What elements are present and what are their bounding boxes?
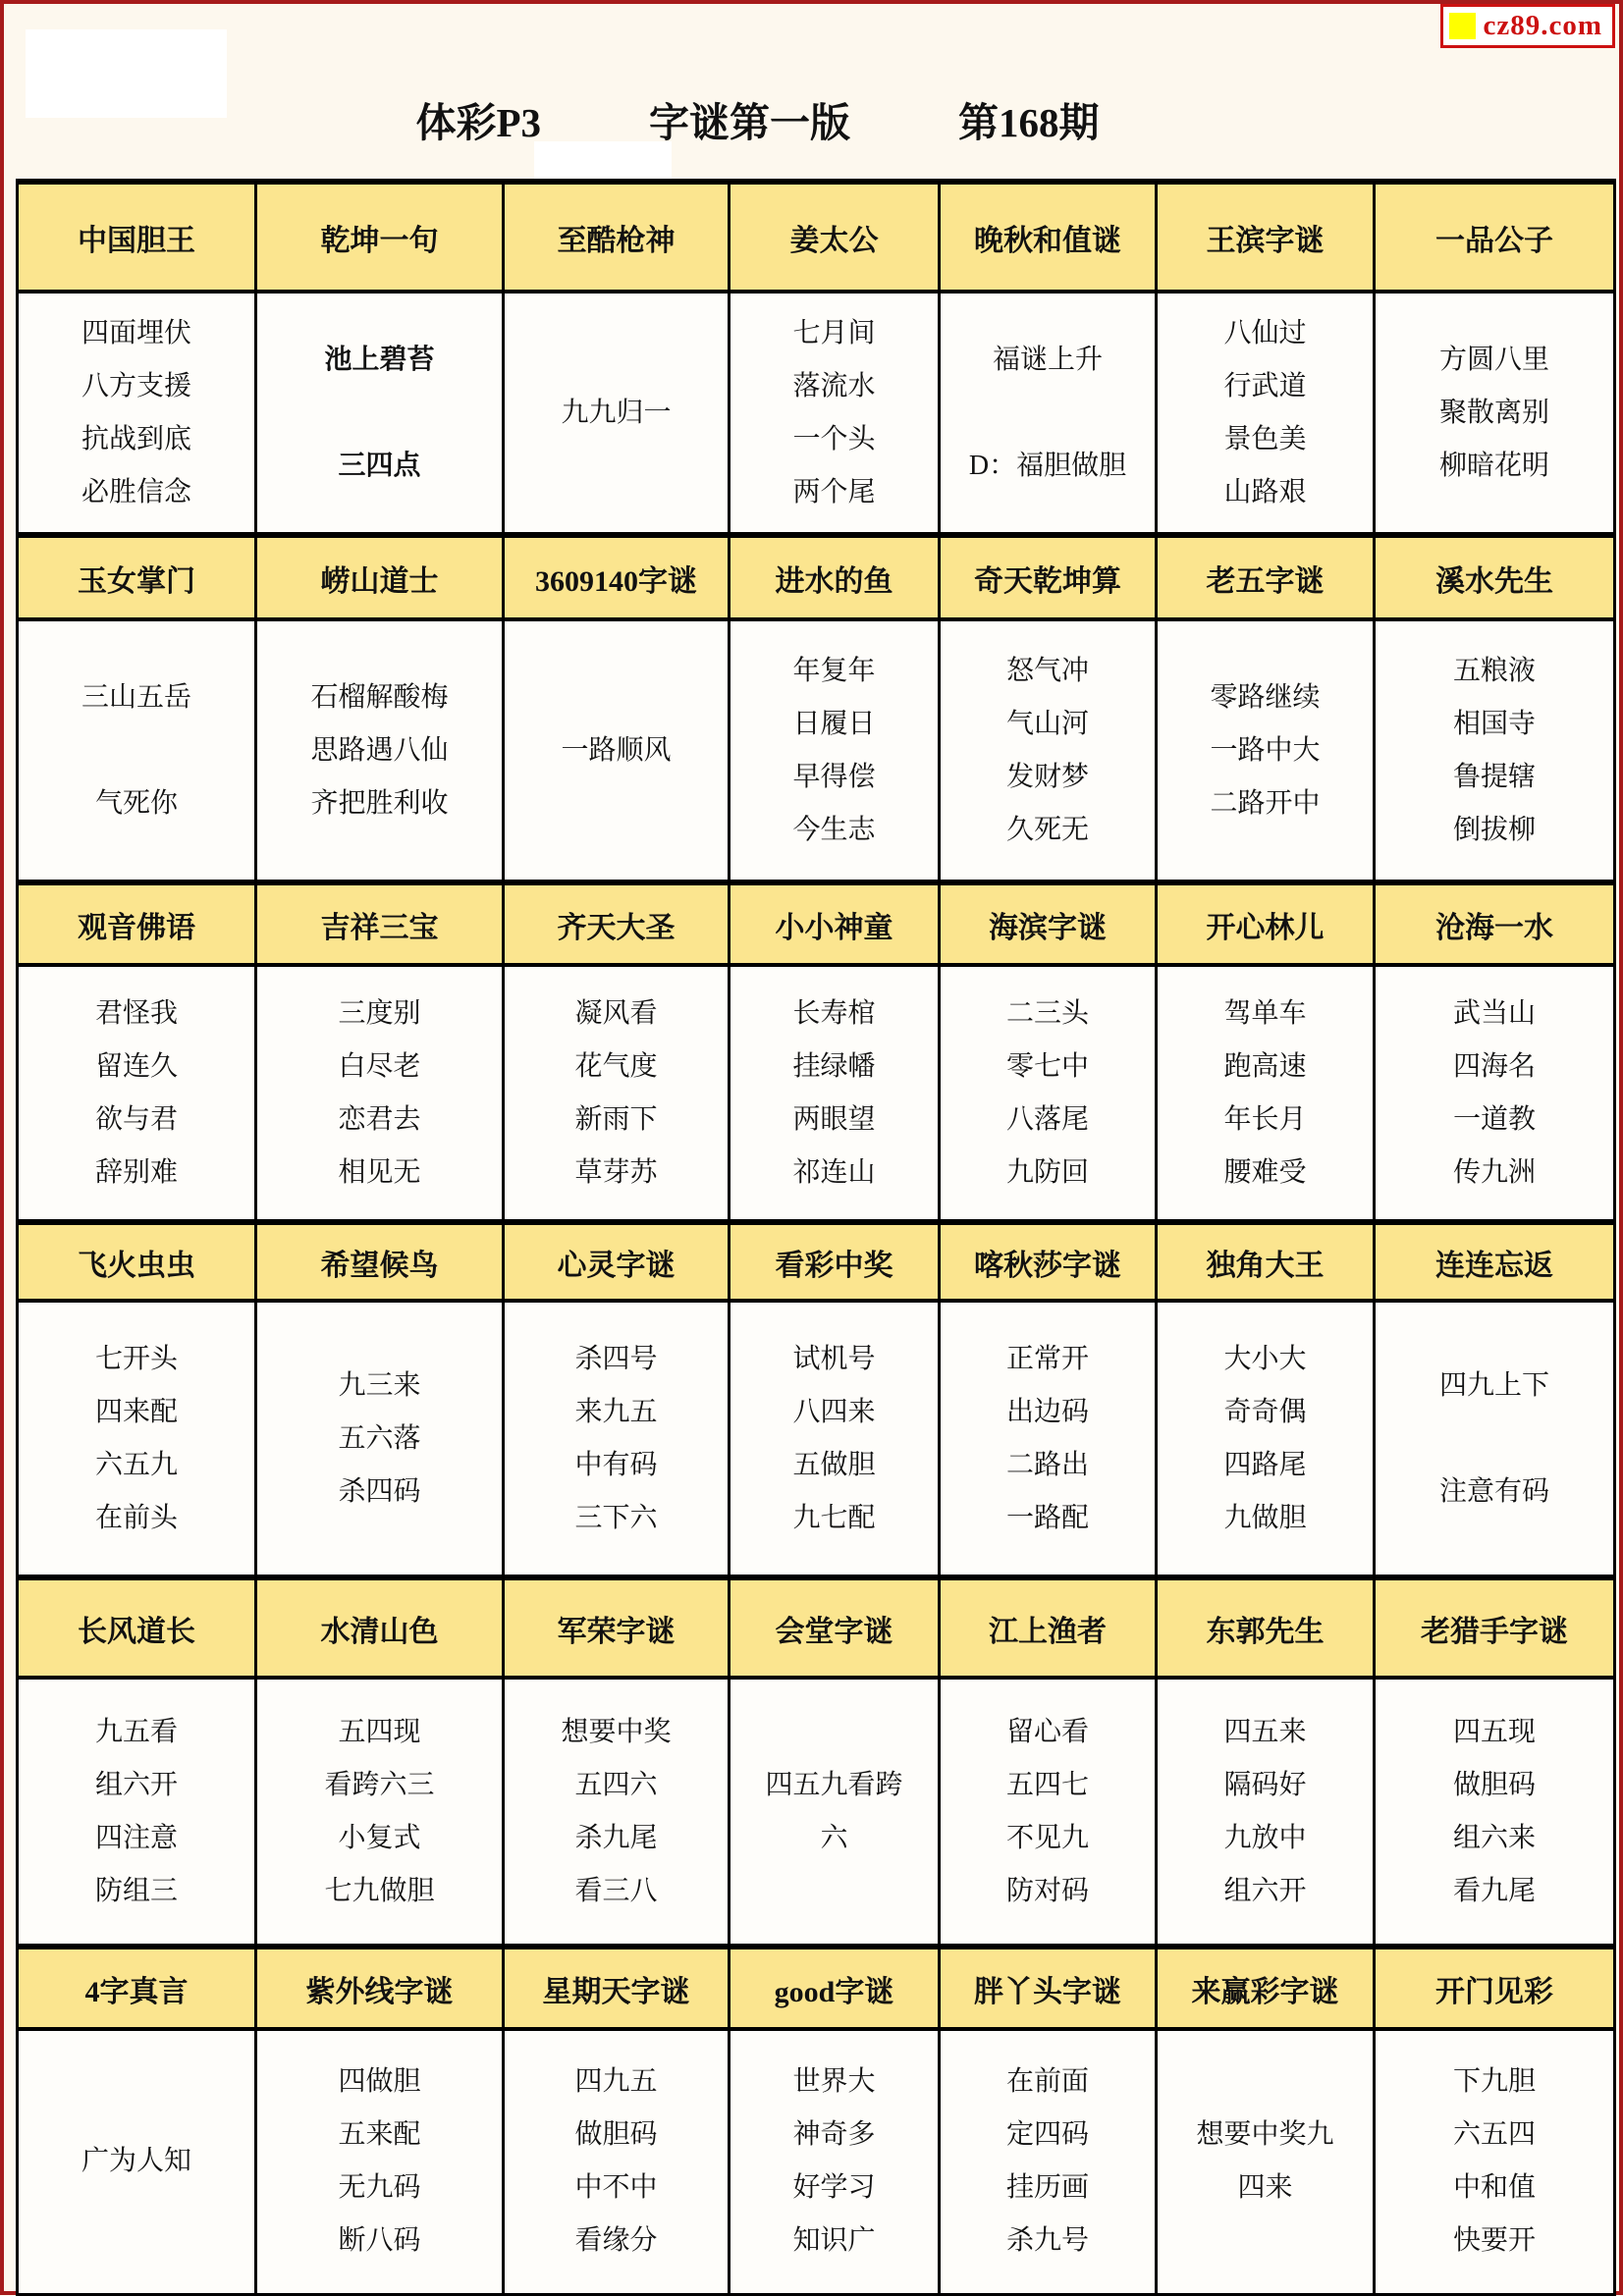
riddle-line: 一路顺风 (561, 734, 672, 766)
column-header-cell: 开门见彩 (1375, 1947, 1615, 2029)
column-header-cell: 看彩中奖 (730, 1222, 940, 1301)
riddle-cell (18, 1301, 256, 1577)
riddle-line: 来九五 (574, 1396, 658, 1427)
column-header-cell: 观音佛语 (18, 882, 256, 965)
riddle-line (945, 387, 1151, 440)
column-header-cell: 一品公子 (1375, 182, 1615, 292)
riddle-line: 杀九号 (1005, 2225, 1089, 2257)
puzzle-table (16, 179, 1616, 2296)
riddle-line: 七九做胆 (324, 1875, 435, 1906)
riddle-line: 气山河 (1005, 708, 1089, 739)
riddle-line: 必胜信念 (81, 476, 191, 507)
column-header-cell: 喀秋莎字谜 (940, 1222, 1157, 1301)
riddle-line: 九九归一 (561, 397, 672, 428)
riddle-line: 年长月 (1223, 1103, 1307, 1135)
title-issue: 第168期 (958, 100, 1100, 145)
riddle-line: 长寿棺 (792, 997, 876, 1029)
riddle-cell (18, 965, 256, 1222)
riddle-cell (730, 965, 940, 1222)
column-header-cell: 开心林儿 (1157, 882, 1375, 965)
riddle-line: 奇奇偶 (1223, 1396, 1307, 1427)
riddle-line: 花气度 (574, 1050, 658, 1082)
header-row (18, 535, 1615, 619)
riddle-line: 跑高速 (1223, 1050, 1307, 1082)
riddle-line: 断八码 (338, 2225, 421, 2257)
riddle-line: 做胆码 (1452, 1769, 1536, 1800)
riddle-cell (940, 2029, 1157, 2294)
riddle-line: 君怪我 (94, 997, 178, 1029)
riddle-line: 七开头 (94, 1343, 178, 1374)
riddle-line: 三下六 (574, 1502, 658, 1533)
column-header-cell: 至酷枪神 (504, 182, 730, 292)
column-header-cell: 中国胆王 (18, 182, 256, 292)
riddle-line: 久死无 (1005, 814, 1089, 845)
column-header-cell: 水清山色 (256, 1577, 504, 1678)
riddle-cell (504, 1678, 730, 1947)
riddle-line: 小复式 (338, 1822, 421, 1853)
riddle-line: 石榴解酸梅 (310, 681, 449, 713)
riddle-cell (504, 619, 730, 882)
riddle-line: 聚散离别 (1438, 397, 1549, 428)
riddle-line: 看跨六三 (324, 1769, 435, 1800)
column-header-cell: 玉女掌门 (18, 535, 256, 619)
riddle-line: 出边码 (1005, 1396, 1089, 1427)
riddle-cell (1157, 1678, 1375, 1947)
riddle-line: 凝风看 (574, 997, 658, 1029)
riddle-line: 一个头 (792, 423, 876, 454)
riddle-line: 气死你 (94, 787, 178, 819)
riddle-line: 今生志 (792, 814, 876, 845)
riddle-cell (504, 965, 730, 1222)
riddle-line: 五做胆 (792, 1449, 876, 1480)
column-header-cell: 王滨字谜 (1157, 182, 1375, 292)
column-header-cell: 老五字谜 (1157, 535, 1375, 619)
column-header-cell: 沧海一水 (1375, 882, 1615, 965)
column-header-cell: 会堂字谜 (730, 1577, 940, 1678)
title-lottery-type: 体彩P3 (415, 100, 542, 145)
riddle-line: 正常开 (1005, 1343, 1089, 1374)
header-row (18, 882, 1615, 965)
riddle-line: 组六来 (1452, 1822, 1536, 1853)
riddle-line: 四九上下 (1438, 1369, 1549, 1401)
riddle-line: 好学习 (792, 2172, 876, 2204)
column-header-cell: 胖丫头字谜 (940, 1947, 1157, 2029)
riddle-line: 六五四 (1452, 2119, 1536, 2151)
riddle-line: 定四码 (1005, 2119, 1089, 2151)
riddle-line: 相见无 (338, 1156, 421, 1188)
riddle-line: 想要中奖九 (1196, 2119, 1334, 2151)
riddle-line: 五来配 (338, 2119, 421, 2151)
riddle-line: 八落尾 (1005, 1103, 1089, 1135)
riddle-cell (730, 292, 940, 535)
riddle-line: 早得偿 (792, 761, 876, 792)
riddle-line: 八四来 (792, 1396, 876, 1427)
column-header-cell: 4字真言 (18, 1947, 256, 2029)
riddle-line: 五六落 (338, 1422, 421, 1454)
riddle-line: 辞别难 (94, 1156, 178, 1188)
riddle-line: 下九胆 (1452, 2066, 1536, 2098)
riddle-line: 六 (820, 1822, 848, 1853)
logo-text: cz89.com (1483, 10, 1602, 41)
column-header-cell: 星期天字谜 (504, 1947, 730, 2029)
riddle-line: 三度别 (338, 997, 421, 1029)
column-header-cell: 崂山道士 (256, 535, 504, 619)
riddle-line: 四五九看跨 (765, 1769, 903, 1800)
riddle-cell (18, 2029, 256, 2294)
riddle-line: 留心看 (1005, 1716, 1089, 1747)
column-header-cell: 江上渔者 (940, 1577, 1157, 1678)
riddle-cell (730, 2029, 940, 2294)
riddle-line: 四来配 (94, 1396, 178, 1427)
riddle-line: 想要中奖 (561, 1716, 672, 1747)
header-row (18, 1947, 1615, 2029)
column-header-cell: 来赢彩字谜 (1157, 1947, 1375, 2029)
riddle-line: 腰难受 (1223, 1156, 1307, 1188)
riddle-line: 新雨下 (574, 1103, 658, 1135)
riddle-line: 在前头 (94, 1502, 178, 1533)
column-header-cell: 连连忘返 (1375, 1222, 1615, 1301)
riddle-cell (504, 2029, 730, 2294)
riddle-line: 看九尾 (1452, 1875, 1536, 1906)
column-header-cell: 奇天乾坤算 (940, 535, 1157, 619)
riddle-cell (1157, 619, 1375, 882)
riddle-cell (1375, 292, 1615, 535)
riddle-line: 四五现 (1452, 1716, 1536, 1747)
riddle-cell (256, 292, 504, 535)
riddle-cell (1375, 619, 1615, 882)
riddle-line: 四做胆 (338, 2066, 421, 2098)
header-row (18, 1577, 1615, 1678)
column-header-cell: 独角大王 (1157, 1222, 1375, 1301)
riddle-line: 注意有码 (1438, 1475, 1549, 1507)
riddle-line: 五四六 (574, 1769, 658, 1800)
riddle-line: 池上碧苔 (324, 344, 435, 375)
column-header-cell: 姜太公 (730, 182, 940, 292)
riddle-line: 方圆八里 (1438, 344, 1549, 375)
riddle-line: 四五来 (1223, 1716, 1307, 1747)
riddle-line: 年复年 (792, 655, 876, 686)
riddle-cell (940, 965, 1157, 1222)
header-row (18, 1222, 1615, 1301)
riddle-line: 杀四码 (338, 1475, 421, 1507)
riddle-cell (940, 1678, 1157, 1947)
riddle-line: 祁连山 (792, 1156, 876, 1188)
column-header-cell: 乾坤一句 (256, 182, 504, 292)
column-header-cell: 3609140字谜 (504, 535, 730, 619)
riddle-line: 挂历画 (1005, 2172, 1089, 2204)
column-header-cell: 溪水先生 (1375, 535, 1615, 619)
column-header-cell: 进水的鱼 (730, 535, 940, 619)
riddle-line: 大小大 (1223, 1343, 1307, 1374)
column-header-cell: good字谜 (730, 1947, 940, 2029)
title-edition: 字谜第一版 (649, 100, 851, 145)
column-header-cell: 希望候鸟 (256, 1222, 504, 1301)
riddle-line: 相国寺 (1452, 708, 1536, 739)
riddle-line: 中有码 (574, 1449, 658, 1480)
riddle-line: 发财梦 (1005, 761, 1089, 792)
column-header-cell: 海滨字谜 (940, 882, 1157, 965)
riddle-cell (940, 619, 1157, 882)
riddle-line (261, 387, 498, 440)
column-header-cell: 东郭先生 (1157, 1577, 1375, 1678)
riddle-line: 恋君去 (338, 1103, 421, 1135)
riddle-line: 草芽苏 (574, 1156, 658, 1188)
riddle-line: 试机号 (792, 1343, 876, 1374)
riddle-line: 日履日 (792, 708, 876, 739)
riddle-line: 落流水 (792, 370, 876, 401)
riddle-cell (730, 1678, 940, 1947)
riddle-line: 四来 (1237, 2172, 1293, 2204)
riddle-line: 九防回 (1005, 1156, 1089, 1188)
riddle-line: 零七中 (1005, 1050, 1089, 1082)
riddle-line (23, 724, 250, 777)
column-header-cell: 紫外线字谜 (256, 1947, 504, 2029)
content-row (18, 2029, 1615, 2294)
riddle-line: 五粮液 (1452, 655, 1536, 686)
riddle-line: 在前面 (1005, 2066, 1089, 2098)
riddle-line: 广为人知 (81, 2146, 191, 2177)
riddle-line: 杀四号 (574, 1343, 658, 1374)
riddle-line: 六五九 (94, 1449, 178, 1480)
riddle-cell (940, 1301, 1157, 1577)
riddle-line: 一路配 (1005, 1502, 1089, 1533)
page-title (0, 90, 1565, 148)
riddle-line: 景色美 (1223, 423, 1307, 454)
riddle-line: 组六开 (94, 1769, 178, 1800)
riddle-line: 防对码 (1005, 1875, 1089, 1906)
riddle-line: 四路尾 (1223, 1449, 1307, 1480)
riddle-line: 隔码好 (1223, 1769, 1307, 1800)
riddle-cell (1375, 965, 1615, 1222)
riddle-line: 山路艰 (1223, 476, 1307, 507)
column-header-cell: 晚秋和值谜 (940, 182, 1157, 292)
riddle-cell (1157, 292, 1375, 535)
riddle-line: 思路遇八仙 (310, 734, 449, 766)
riddle-cell (18, 619, 256, 882)
riddle-line: 八方支援 (81, 370, 191, 401)
riddle-cell (730, 619, 940, 882)
riddle-cell (256, 965, 504, 1222)
riddle-cell (18, 292, 256, 535)
riddle-cell (504, 1301, 730, 1577)
riddle-line: 二三头 (1005, 997, 1089, 1029)
riddle-line: 福谜上升 (992, 344, 1103, 375)
riddle-line: 知识广 (792, 2225, 876, 2257)
riddle-line (1380, 1413, 1609, 1466)
riddle-line: 四海名 (1452, 1050, 1536, 1082)
riddle-cell (730, 1301, 940, 1577)
riddle-cell (256, 2029, 504, 2294)
riddle-line: 九三来 (338, 1369, 421, 1401)
riddle-line: 杀九尾 (574, 1822, 658, 1853)
riddle-line: 九做胆 (1223, 1502, 1307, 1533)
riddle-line: 四面埋伏 (81, 317, 191, 348)
riddle-line: 防组三 (94, 1875, 178, 1906)
content-row (18, 619, 1615, 882)
logo-square-icon (1449, 13, 1476, 39)
riddle-line: 世界大 (792, 2066, 876, 2098)
riddle-cell (256, 1301, 504, 1577)
content-row (18, 965, 1615, 1222)
riddle-line: 白尽老 (338, 1050, 421, 1082)
riddle-line: 看缘分 (574, 2225, 658, 2257)
column-header-cell: 老猎手字谜 (1375, 1577, 1615, 1678)
site-logo[interactable] (1440, 4, 1615, 48)
riddle-line: 齐把胜利收 (310, 787, 449, 819)
riddle-line: 倒拔柳 (1452, 814, 1536, 845)
riddle-line: 不见九 (1005, 1822, 1089, 1853)
riddle-cell (1375, 1678, 1615, 1947)
header-row (18, 182, 1615, 292)
riddle-line: 三四点 (338, 450, 421, 481)
riddle-line: 怒气冲 (1005, 655, 1089, 686)
column-header-cell: 小小神童 (730, 882, 940, 965)
riddle-line: 留连久 (94, 1050, 178, 1082)
riddle-line: 神奇多 (792, 2119, 876, 2151)
riddle-line: 传九洲 (1452, 1156, 1536, 1188)
riddle-line: 二路出 (1005, 1449, 1089, 1480)
riddle-line: 抗战到底 (81, 423, 191, 454)
riddle-line: 四注意 (94, 1822, 178, 1853)
riddle-line: 行武道 (1223, 370, 1307, 401)
riddle-cell (256, 619, 504, 882)
riddle-cell (1157, 965, 1375, 1222)
riddle-line: 中不中 (574, 2172, 658, 2204)
riddle-line: 九七配 (792, 1502, 876, 1533)
column-header-cell: 飞火虫虫 (18, 1222, 256, 1301)
riddle-line: 两个尾 (792, 476, 876, 507)
riddle-line: D：福胆做胆 (968, 450, 1127, 481)
riddle-line: 驾单车 (1223, 997, 1307, 1029)
riddle-cell (18, 1678, 256, 1947)
riddle-cell (1375, 1301, 1615, 1577)
riddle-line: 九五看 (94, 1716, 178, 1747)
riddle-line: 二路开中 (1210, 787, 1321, 819)
riddle-line: 一路中大 (1210, 734, 1321, 766)
content-row (18, 1301, 1615, 1577)
column-header-cell: 齐天大圣 (504, 882, 730, 965)
riddle-cell (504, 292, 730, 535)
riddle-line: 挂绿幡 (792, 1050, 876, 1082)
riddle-line: 鲁提辖 (1452, 761, 1536, 792)
content-row (18, 1678, 1615, 1947)
riddle-line: 两眼望 (792, 1103, 876, 1135)
riddle-line: 五四现 (338, 1716, 421, 1747)
content-row (18, 292, 1615, 535)
riddle-line: 三山五岳 (81, 681, 191, 713)
riddle-line: 无九码 (338, 2172, 421, 2204)
column-header-cell: 长风道长 (18, 1577, 256, 1678)
riddle-line: 武当山 (1452, 997, 1536, 1029)
riddle-cell (1157, 2029, 1375, 2294)
riddle-line: 七月间 (792, 317, 876, 348)
riddle-line: 八仙过 (1223, 317, 1307, 348)
riddle-line: 零路继续 (1210, 681, 1321, 713)
column-header-cell: 军荣字谜 (504, 1577, 730, 1678)
riddle-line: 柳暗花明 (1438, 450, 1549, 481)
riddle-line: 欲与君 (94, 1103, 178, 1135)
column-header-cell: 心灵字谜 (504, 1222, 730, 1301)
riddle-cell (1375, 2029, 1615, 2294)
riddle-line: 中和值 (1452, 2172, 1536, 2204)
riddle-line: 五四七 (1005, 1769, 1089, 1800)
riddle-line: 组六开 (1223, 1875, 1307, 1906)
riddle-cell (940, 292, 1157, 535)
riddle-cell (1157, 1301, 1375, 1577)
riddle-line: 四九五 (574, 2066, 658, 2098)
riddle-line: 做胆码 (574, 2119, 658, 2151)
riddle-line: 九放中 (1223, 1822, 1307, 1853)
riddle-line: 看三八 (574, 1875, 658, 1906)
riddle-cell (256, 1678, 504, 1947)
riddle-line: 一道教 (1452, 1103, 1536, 1135)
column-header-cell: 吉祥三宝 (256, 882, 504, 965)
riddle-line: 快要开 (1452, 2225, 1536, 2257)
